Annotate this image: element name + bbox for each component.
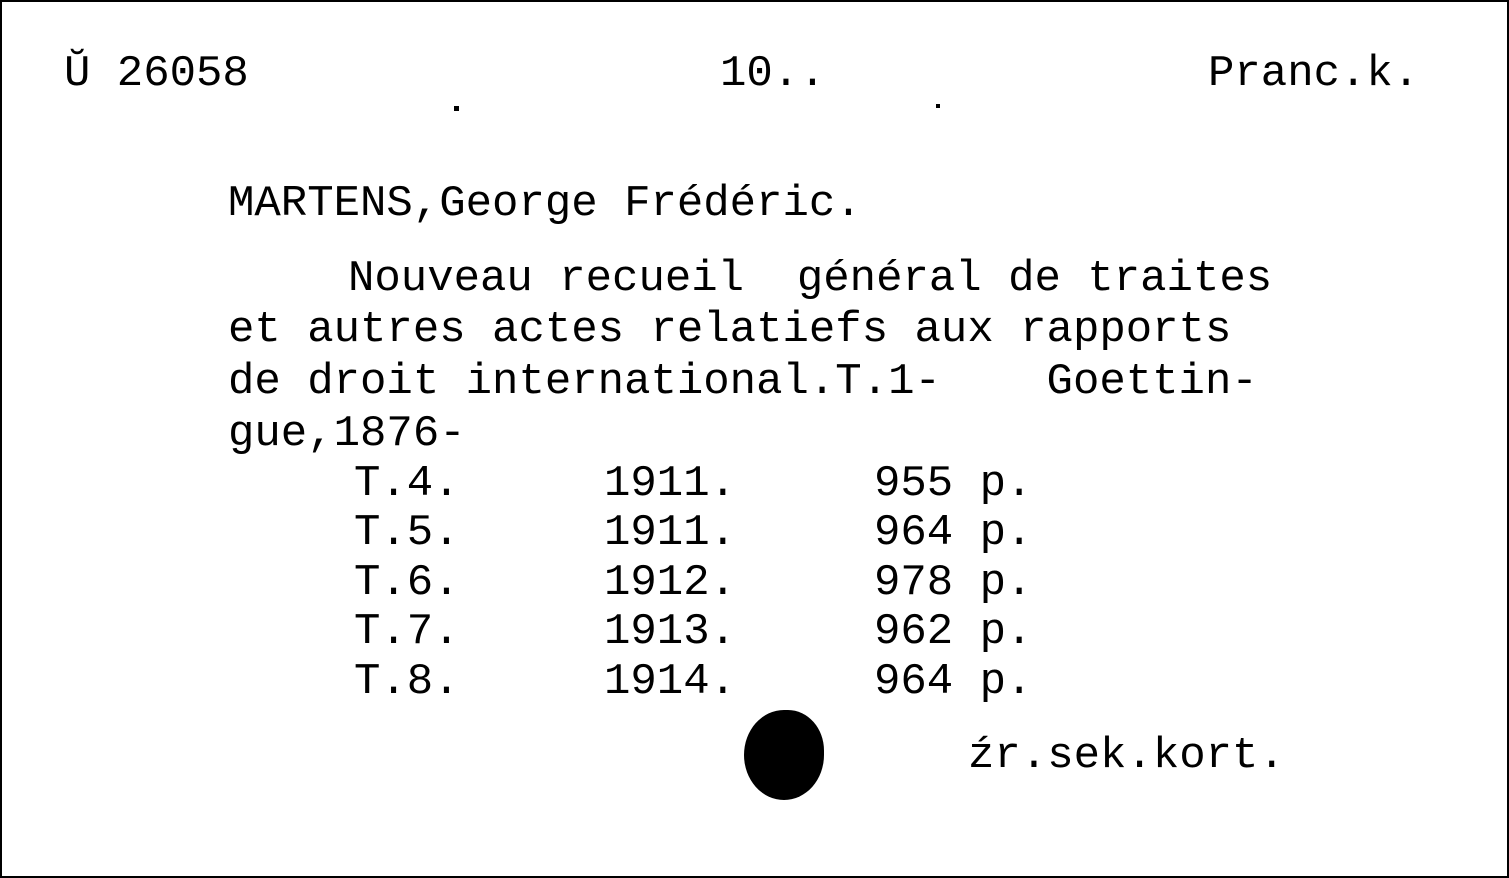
volume-tome: T.6. — [354, 558, 460, 608]
volume-tome: T.5. — [354, 508, 460, 558]
location-code: Pranc.k. — [1208, 49, 1420, 99]
volume-year: 1911. — [604, 459, 737, 509]
ink-speck — [454, 106, 459, 111]
volume-year: 1913. — [604, 607, 737, 657]
volume-tome: T.7. — [354, 607, 460, 657]
item-count: 10.. — [720, 49, 826, 99]
ink-speck — [936, 104, 940, 108]
volume-year: 1914. — [604, 657, 737, 707]
footer-note: źr.sek.kort. — [968, 731, 1285, 781]
author-heading: MARTENS,George Frédéric. — [228, 179, 862, 229]
call-number: Ŭ 26058 — [64, 49, 249, 99]
title-line: de droit international.T.1- Goettin- — [228, 357, 1258, 407]
volume-pages: 978 p. — [874, 558, 1033, 608]
title-line: gue,1876- — [228, 409, 466, 459]
punch-hole — [744, 710, 824, 800]
title-line: Nouveau recueil général de traites — [348, 254, 1273, 304]
volume-year: 1912. — [604, 558, 737, 608]
volume-pages: 964 p. — [874, 508, 1033, 558]
volume-pages: 962 p. — [874, 607, 1033, 657]
volume-pages: 955 p. — [874, 459, 1033, 509]
volume-tome: T.4. — [354, 459, 460, 509]
volume-year: 1911. — [604, 508, 737, 558]
title-line: et autres actes relatiefs aux rapports — [228, 305, 1232, 355]
volume-tome: T.8. — [354, 657, 460, 707]
volume-pages: 964 p. — [874, 657, 1033, 707]
